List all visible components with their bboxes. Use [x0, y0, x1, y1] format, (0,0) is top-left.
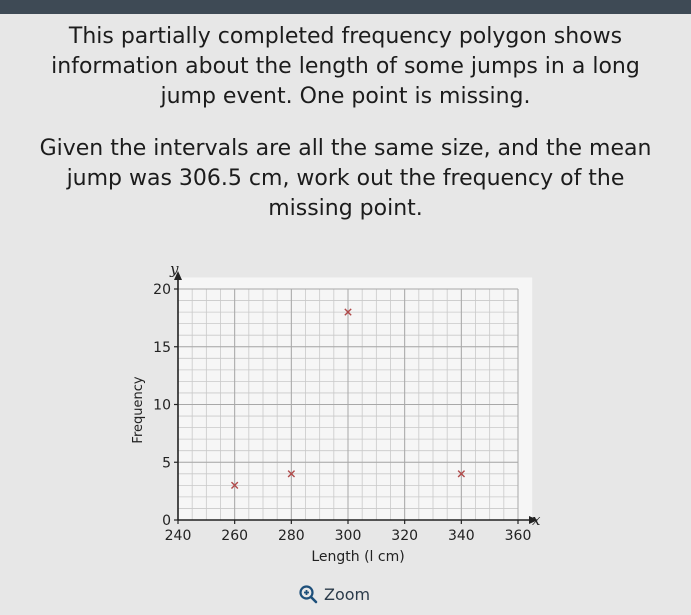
y-tick-label: 20 [153, 282, 171, 298]
x-axis-symbol: x [532, 511, 541, 529]
question-text [0, 22, 691, 224]
zoom-icon [298, 584, 318, 604]
question-line: This partially completed frequency polygon shows [68, 24, 623, 49]
zoom-button[interactable] [298, 584, 370, 604]
frequency-polygon-chart [120, 255, 560, 575]
x-tick-label: 280 [277, 528, 305, 544]
question-line: Given the intervals are all the same size, and the mean [39, 136, 652, 161]
y-axis-symbol: y [170, 260, 179, 278]
question-line: information about the length of some jumps in a long [51, 54, 640, 79]
question-line: missing point. [268, 196, 423, 221]
zoom-label: Zoom [324, 584, 371, 604]
y-tick-label: 15 [153, 339, 171, 356]
question-line: jump event. One point is missing. [160, 84, 531, 109]
x-tick-label: 320 [391, 528, 419, 544]
question-paragraph-1 [0, 22, 691, 112]
x-tick-label: 340 [447, 528, 475, 544]
x-tick-label: 300 [334, 528, 362, 544]
question-line: jump was 306.5 cm, work out the frequency of the [66, 166, 625, 191]
question-paragraph-2 [0, 134, 691, 224]
x-axis-label: Length (l cm) [311, 549, 405, 565]
plot-background [178, 277, 532, 520]
x-tick-label: 360 [504, 528, 532, 544]
top-strip [0, 0, 691, 14]
x-tick-label: 260 [221, 528, 249, 544]
y-tick-label: 0 [162, 513, 171, 529]
x-tick-label: 240 [164, 528, 192, 544]
y-tick-label: 10 [153, 397, 171, 414]
y-tick-label: 5 [162, 455, 171, 472]
y-axis-label: Frequency [131, 376, 146, 444]
grid-minor [178, 277, 532, 520]
